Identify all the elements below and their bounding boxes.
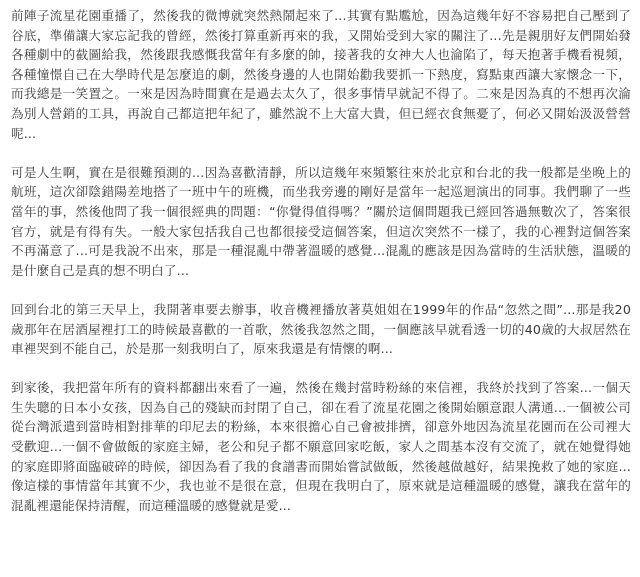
- paragraph-1: 前陣子流星花園重播了，然後我的微博就突然熱鬧起來了...其實有點尷尬，因為這幾年好不容易把自己壓到了谷底，準備讓大家忘記我的曾經，然後打算重新再來的我，又開始受到大家的關注了...先是親朋好友們開始發各種劇中的截圖給我，然後跟我感慨我當年有多麼的帥，接著我的女神大人也淪陷了，每天抱著手機看視頻，各種憧憬自己在大學時代是怎麼追的劇，然後身邊的人也開始勸我要抓一下熱度，寫點東西讓大家懷念一下，而我總是一笑置之。一來是因為時間實在是過去太久了，很多事情早就記不得了。二來是因為真的不想再次淪為別人營銷的工具，再說自己都這把年紀了，雖然說不上大富大貴，但已經衣食無憂了，何必又開始汲汲營營呢...: [11, 8, 631, 141]
- paragraph-2: 可是人生啊，實在是很難預測的...因為喜歡清靜，所以這幾年來頻繁往來於北京和台北的我一般都是坐晚上的航班，這次卻陰錯陽差地搭了一班中午的班機，而坐我旁邊的剛好是當年一起巡迴演出的同事。我們聊了一些當年的事，然後他問了我一個很經典的問題：“你覺得值得嗎？”關於這個問題我已經回答過無數次了，答案很官方，就是有得有失。一般大家包括我自己也都很接受這個答案，但這次突然不一樣了，我的心裡對這個答案不再滿意了...可是我說不出來，那是一種混亂中帶著溫暖的感覺...混亂的應該是因為當時的生活狀態，溫暖的是什麼自己是真的想不明白了...: [11, 164, 631, 278]
- article-body: [11, 6, 631, 515]
- paragraph-4: 到家後，我把當年所有的資料都翻出來看了一遍，然後在幾封當時粉絲的來信裡，我終於找到了答案...一個天生失聰的日本小女孩，因為自己的殘缺而封閉了自己，卻在看了流星花園之後開始願意跟人溝通...一個被公司從台灣派遣到當時相對排華的印尼去的粉絲，本來很擔心自己會被排擠，卻意外地因為流星花園而在公司裡大受歡迎...一個不會做飯的家庭主婦，老公和兒子都不願意回家吃飯，家人之間基本沒有交流了，就在她覺得她的家庭即將面臨破碎的時候，卻因為看了我的食譜書而開始嘗試做飯，然後越做越好，結果挽救了她的家庭...像這樣的事情當年其實不少，我也並不是很在意，但現在我明白了，原來就是這種溫暖的感覺，讓我在當年的混亂裡還能保持清醒，而這種溫暖的感覺就是愛...: [11, 380, 631, 513]
- paragraph-3: 回到台北的第三天早上，我開著車要去辦事，收音機裡播放著莫姐姐在1999年的作品“忽然之間”...那是我20歲那年在居酒屋裡打工的時候最喜歡的一首歌，然後我忽然之間，一個應該早就看透一切的40歲的大叔居然在車裡哭到不能自己，於是那一刻我明白了，原來我還是有情懷的啊...: [11, 301, 631, 357]
